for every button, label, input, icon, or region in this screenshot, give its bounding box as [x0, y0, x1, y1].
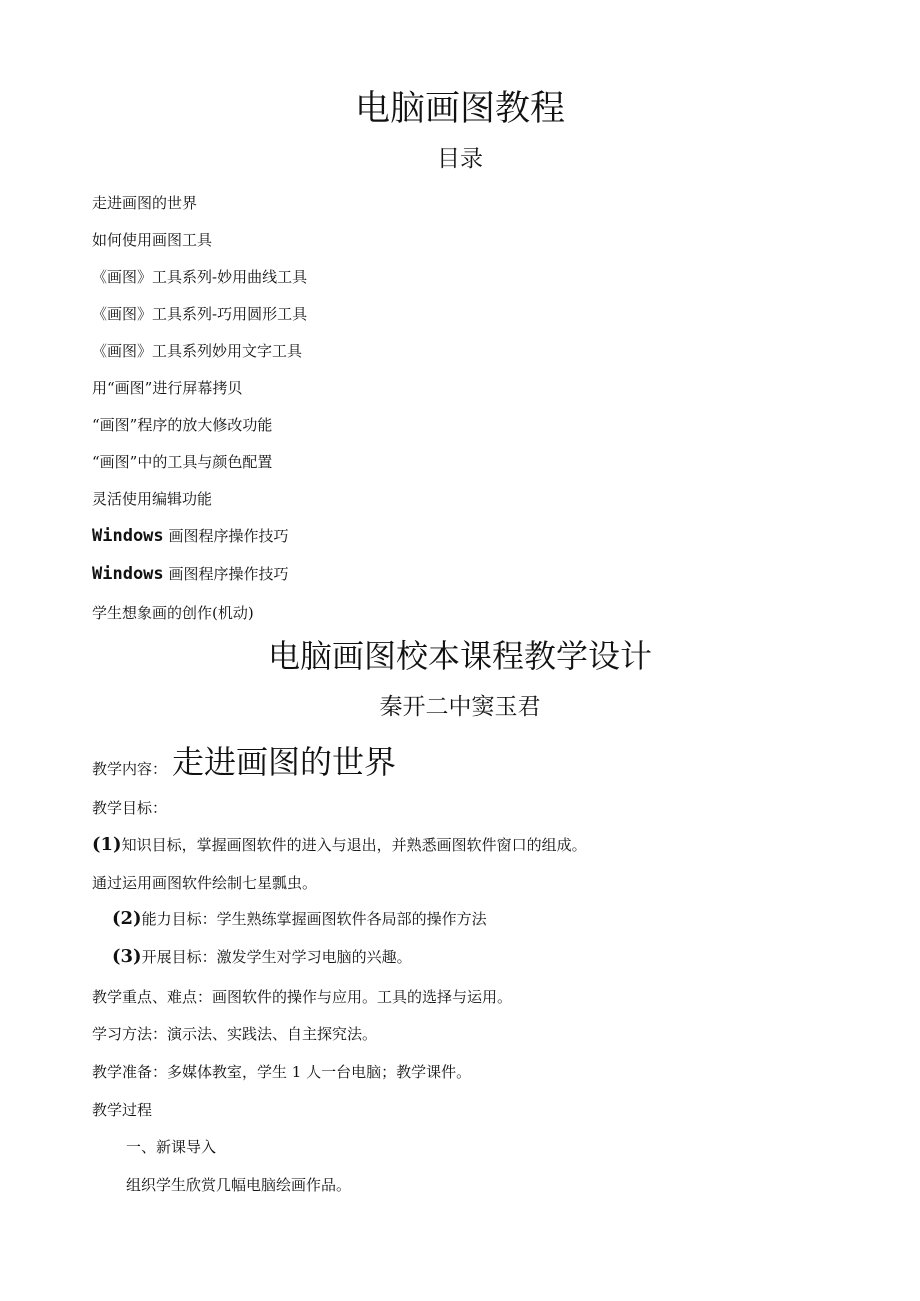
- objective-3: [112, 948, 412, 966]
- toc-item: [92, 528, 288, 545]
- objective-text: 能力目标：学生熟练掌握画图软件各局部的操作方法: [141, 910, 487, 928]
- objective-number: (1): [92, 834, 122, 855]
- objective-2: [112, 910, 487, 928]
- objective-number: (2): [112, 908, 142, 929]
- document-title: 电脑画图教程: [354, 89, 565, 129]
- course-title: 电脑画图校本课程教学设计: [267, 637, 652, 675]
- author-line: 秦开二中窦玉君: [379, 694, 541, 720]
- process-step-1: 一、新课导入: [126, 1138, 217, 1156]
- toc-item: 走进画图的世界: [92, 194, 198, 212]
- objective-text: 开展目标：激发学生对学习电脑的兴趣。: [141, 948, 412, 966]
- teaching-preparation: 教学准备：多媒体教室，学生 1 人一台电脑；教学课件。: [92, 1063, 472, 1081]
- toc-item-prefix: Windows: [92, 526, 164, 546]
- toc-item: “画图”程序的放大修改功能: [92, 416, 273, 434]
- toc-item: 《画图》工具系列-妙用曲线工具: [92, 268, 308, 286]
- toc-item: 学生想象画的创作(机动): [92, 604, 254, 622]
- objective-1-continuation: 通过运用画图软件绘制七星瓢虫。: [92, 874, 318, 892]
- objectives-label: 教学目标：: [92, 799, 168, 817]
- toc-item: 用“画图”进行屏幕拷贝: [92, 379, 243, 397]
- toc-item: 《画图》工具系列-巧用圆形工具: [92, 305, 308, 323]
- objective-number: (3): [112, 946, 142, 967]
- process-step-1-text: 组织学生欣赏几幅电脑绘画作品。: [126, 1176, 352, 1194]
- toc-item-prefix: Windows: [92, 564, 164, 584]
- process-label: 教学过程: [92, 1101, 153, 1119]
- toc-item: 如何使用画图工具: [92, 231, 213, 249]
- learning-methods: 学习方法：演示法、实践法、自主探究法。: [92, 1025, 378, 1043]
- toc-heading: 目录: [437, 146, 483, 172]
- objective-text: 知识目标，掌握画图软件的进入与退出，并熟悉画图软件窗口的组成。: [121, 836, 587, 854]
- toc-item-text: 画图程序操作技巧: [168, 565, 289, 583]
- toc-item: 灵活使用编辑功能: [92, 490, 213, 508]
- key-points: 教学重点、难点：画图软件的操作与应用。工具的选择与运用。: [92, 988, 513, 1006]
- toc-item-text: 画图程序操作技巧: [168, 527, 289, 545]
- toc-item: “画图”中的工具与颜色配置: [92, 453, 273, 471]
- toc-item: [92, 566, 288, 583]
- content-value: 走进画图的世界: [172, 743, 397, 781]
- content-label: 教学内容：: [92, 760, 168, 778]
- toc-item: 《画图》工具系列妙用文字工具: [92, 342, 303, 360]
- objective-1: [92, 836, 587, 854]
